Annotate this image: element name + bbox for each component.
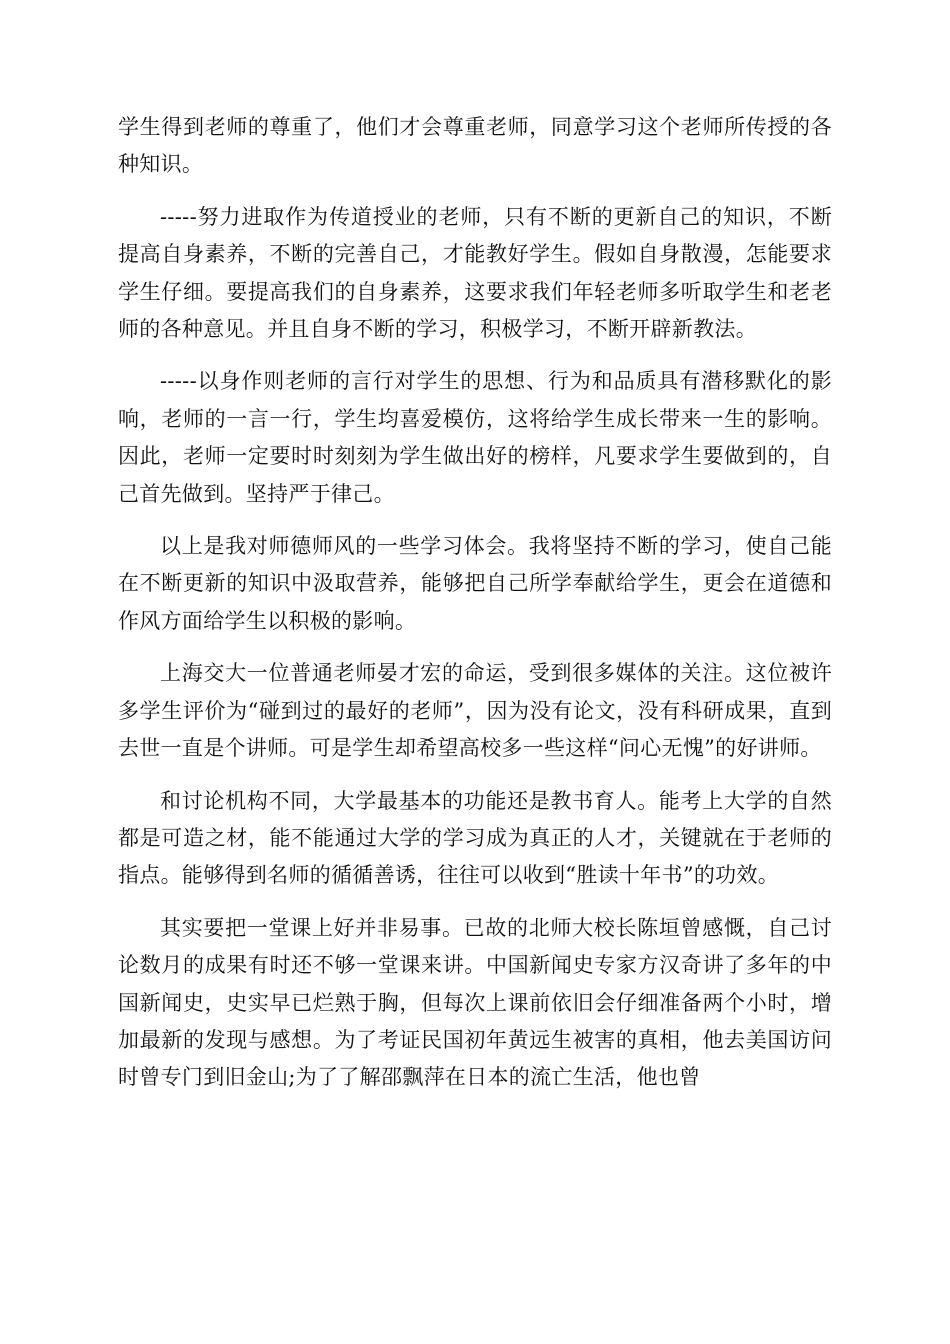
paragraph-5: 上海交大一位普通老师晏才宏的命运，受到很多媒体的关注。这位被许多学生评价为“碰到过的最好的老师”，因为没有论文，没有科研成果，直到去世一直是个讲师。可是学生却希望高校多一些这样“问心无愧”的好讲师。: [118, 661, 832, 761]
paragraph-1: 学生得到老师的尊重了，他们才会尊重老师，同意学习这个老师所传授的各种知识。: [118, 115, 832, 177]
paragraph-7: 其实要把一堂课上好并非易事。已故的北师大校长陈垣曾感慨，自己讨论数月的成果有时还不够一堂课来讲。中国新闻史专家方汉奇讲了多年的中国新闻史，史实早已烂熟于胸，但每次上课前依旧会仔细准备两个小时，增加最新的发现与感想。为了考证民国初年黄远生被害的真相，他去美国访问时曾专门到旧金山;为了了解邵飘萍在日本的流亡生活，他也曾: [118, 915, 832, 1090]
paragraph-6: 和讨论机构不同，大学最基本的功能还是教书育人。能考上大学的自然都是可造之材，能不能通过大学的学习成为真正的人才，关键就在于老师的指点。能够得到名师的循循善诱，往往可以收到“胜读十年书”的功效。: [118, 788, 832, 888]
paragraph-4: 以上是我对师德师风的一些学习体会。我将坚持不断的学习，使自己能在不断更新的知识中汲取营养，能够把自己所学奉献给学生，更会在道德和作风方面给学生以积极的影响。: [118, 534, 832, 633]
document-body: [118, 109, 832, 1112]
paragraph-3: -----以身作则老师的言行对学生的思想、行为和品质具有潜移默化的影响，老师的一言一行，学生均喜爱模仿，这将给学生成长带来一生的影响。因此，老师一定要时时刻刻为学生做出好的榜样，凡要求学生要做到的，自己首先做到。坚持严于律己。: [118, 369, 832, 506]
paragraph-2: -----努力进取作为传道授业的老师，只有不断的更新自己的知识，不断提高自身素养，不断的完善自己，才能教好学生。假如自身散漫，怎能要求学生仔细。要提高我们的自身素养，这要求我们年轻老师多听取学生和老老师的各种意见。并且自身不断的学习，积极学习，不断开辟新教法。: [118, 204, 832, 342]
